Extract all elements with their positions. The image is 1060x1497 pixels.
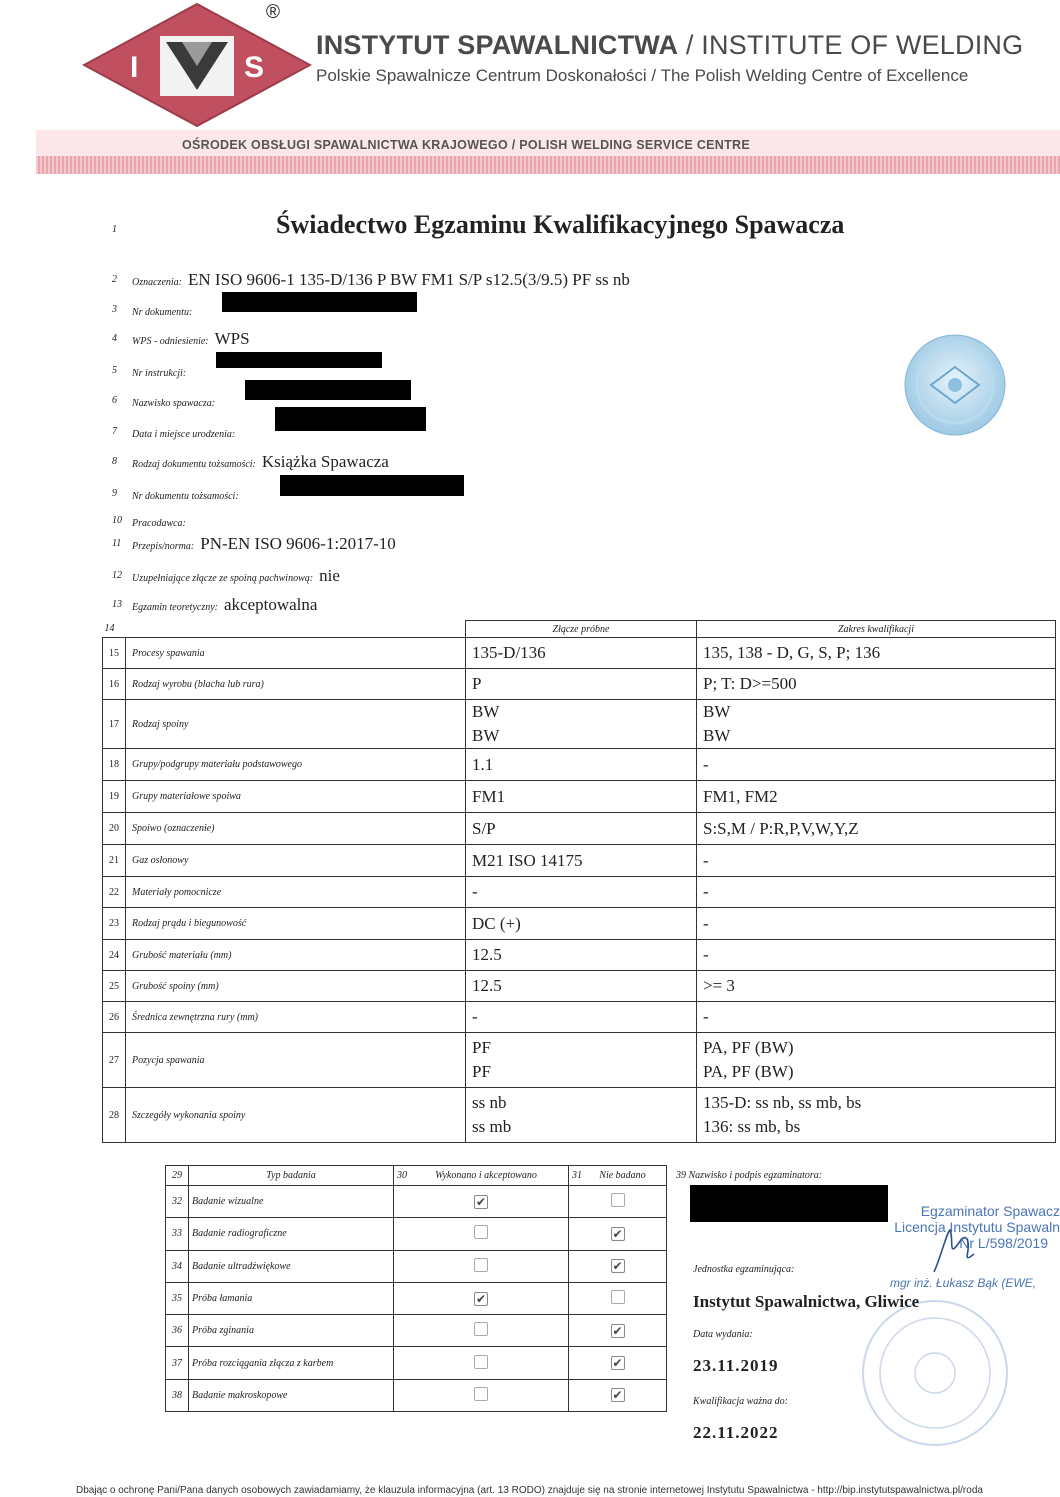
range-line: S:S,M / P:R,P,V,W,Y,Z — [703, 818, 859, 838]
not-tested-cell — [569, 1282, 667, 1314]
table-header-number: 14 — [103, 621, 126, 638]
table-row — [103, 971, 1056, 1002]
test-piece-line: FM1 — [472, 786, 506, 806]
test-piece-value — [466, 669, 697, 700]
table-row — [103, 813, 1056, 845]
field-row — [132, 566, 340, 586]
tests-header-not-label: Nie badano — [599, 1170, 646, 1181]
row-label: Spoiwo (oznaczenie) — [126, 813, 466, 845]
test-piece-line: 135-D/136 — [472, 643, 546, 662]
range-value — [697, 971, 1056, 1002]
test-piece-value — [466, 1033, 697, 1088]
footer-note: Dbając o ochronę Pani/Pana danych osobowych zawiadamiamy, że klauzula informacyjna (art. 13 RODO) znajduje się na stronie internetowej Instytutu Spawalnictwa - http://bip.instytutspawalnictwa.pl/roda — [76, 1485, 983, 1496]
range-line: BW — [703, 726, 731, 745]
row-number: 25 — [103, 971, 126, 1002]
tests-table-header — [166, 1166, 667, 1186]
done-cell — [394, 1218, 569, 1250]
range-line: - — [703, 1007, 709, 1026]
test-number: 35 — [166, 1282, 189, 1314]
done-checkbox[interactable] — [474, 1387, 488, 1401]
valid-until-label: Kwalifikacja ważna do: — [693, 1396, 788, 1407]
done-cell — [394, 1379, 569, 1411]
test-piece-value — [466, 749, 697, 781]
range-value — [697, 669, 1056, 700]
row-number: 28 — [103, 1088, 126, 1143]
table-row — [103, 908, 1056, 940]
range-value — [697, 845, 1056, 877]
test-piece-line: ss mb — [472, 1117, 512, 1136]
range-value — [697, 749, 1056, 781]
field-number: 5 — [112, 365, 117, 376]
issue-date-value: 23.11.2019 — [693, 1356, 779, 1375]
test-piece-line: - — [472, 882, 478, 901]
test-piece-value — [466, 700, 697, 749]
valid-until-value: 22.11.2022 — [693, 1423, 779, 1442]
test-piece-value — [466, 1002, 697, 1033]
test-piece-line: - — [472, 1007, 478, 1026]
institute-title — [316, 30, 1023, 61]
examiner-number: 39 — [676, 1170, 686, 1181]
row-label: Grupy materiałowe spoiwa — [126, 781, 466, 813]
field-label: Rodzaj dokumentu tożsamości: — [132, 459, 256, 470]
table-row — [103, 845, 1056, 877]
row-number: 18 — [103, 749, 126, 781]
row-number: 22 — [103, 877, 126, 908]
row-number: 26 — [103, 1002, 126, 1033]
test-piece-line: S/P — [472, 818, 496, 838]
range-value — [697, 940, 1056, 971]
range-value — [697, 877, 1056, 908]
field-row — [132, 361, 192, 381]
range-value — [697, 781, 1056, 813]
range-line: BW — [703, 702, 731, 721]
row-number: 17 — [103, 700, 126, 749]
table-header-blank — [126, 621, 466, 638]
tests-header-not-number: 31 — [572, 1170, 582, 1181]
test-piece-value — [466, 940, 697, 971]
test-piece-line: BW — [472, 702, 500, 721]
field-number: 2 — [112, 274, 117, 285]
field-label: WPS - odniesienie: — [132, 336, 209, 347]
tests-table-body — [166, 1166, 667, 1412]
field-number: 8 — [112, 456, 117, 467]
test-row — [166, 1186, 667, 1218]
test-piece-value — [466, 877, 697, 908]
not-tested-cell — [569, 1250, 667, 1282]
institute-subtitle: Polskie Spawalnicze Centrum Doskonałości / The Polish Welding Centre of Excellence — [316, 66, 969, 85]
field-label: Nr instrukcji: — [132, 368, 187, 379]
range-value — [697, 1002, 1056, 1033]
test-row — [166, 1347, 667, 1379]
field-row — [132, 422, 241, 442]
done-cell — [394, 1282, 569, 1314]
tests-table — [165, 1165, 667, 1412]
field-value: PN-EN ISO 9606-1:2017-10 — [200, 534, 396, 553]
done-checkbox[interactable] — [474, 1322, 488, 1336]
field-value: akceptowalna — [224, 595, 318, 614]
field-value: nie — [319, 566, 340, 585]
exam-unit-label: Jednostka egzaminująca: — [693, 1264, 795, 1275]
range-line: >= 3 — [703, 976, 735, 995]
test-label: Próba zginania — [189, 1315, 394, 1347]
row-number: 27 — [103, 1033, 126, 1088]
table-row — [103, 940, 1056, 971]
field-row — [132, 484, 245, 504]
field-number: 13 — [112, 599, 122, 610]
stamp-line-2: Licencja Instytutu Spawaln — [894, 1219, 1060, 1235]
field-row — [132, 595, 317, 615]
tests-header-number: 29 — [166, 1166, 189, 1186]
done-checkbox[interactable]: ✔ — [475, 1291, 487, 1306]
row-label: Rodzaj prądu i biegunowość — [126, 908, 466, 940]
test-row — [166, 1315, 667, 1347]
field-label: Nr dokumentu tożsamości: — [132, 491, 239, 502]
field-value: Książka Spawacza — [261, 452, 389, 471]
range-line: PA, PF (BW) — [703, 1038, 794, 1057]
qualification-table-header — [103, 621, 1056, 638]
range-value — [697, 908, 1056, 940]
stamp-line-4: mgr inż. Łukasz Bąk (EWE, — [890, 1276, 1037, 1290]
done-cell — [394, 1186, 569, 1218]
institute-title-bold: INSTYTUT SPAWALNICTWA — [316, 30, 679, 60]
field-number: 3 — [112, 304, 117, 315]
table-row — [103, 700, 1056, 749]
redaction-id-number — [280, 475, 464, 496]
not-tested-cell — [569, 1186, 667, 1218]
field-row — [132, 511, 192, 531]
examiner-label — [676, 1170, 822, 1181]
table-row — [103, 638, 1056, 669]
test-piece-line: DC (+) — [472, 913, 521, 933]
not-tested-cell — [569, 1218, 667, 1250]
not-tested-checkbox[interactable] — [611, 1193, 625, 1207]
tests-header-not — [569, 1166, 667, 1186]
test-row — [166, 1282, 667, 1314]
range-value — [697, 1088, 1056, 1143]
field-label: Uzupełniające złącze ze spoiną pachwinową: — [132, 573, 314, 584]
row-number: 23 — [103, 908, 126, 940]
registered-mark: ® — [266, 2, 280, 23]
field-row — [132, 534, 396, 554]
redaction-document-number — [222, 292, 417, 312]
signature-icon — [928, 1224, 980, 1280]
row-number: 19 — [103, 781, 126, 813]
range-value — [697, 700, 1056, 749]
field-label: Przepis/norma: — [132, 541, 195, 552]
tests-header-type: Typ badania — [189, 1166, 394, 1186]
qualification-table-body — [103, 621, 1056, 1143]
row-label: Szczegóły wykonania spoiny — [126, 1088, 466, 1143]
institute-title-rest: / INSTITUTE OF WELDING — [678, 30, 1024, 60]
row-number: 15 — [103, 638, 126, 669]
table-row — [103, 669, 1056, 700]
not-tested-checkbox[interactable]: ✔ — [612, 1226, 623, 1241]
table-row — [103, 877, 1056, 908]
row-label: Średnica zewnętrzna rury (mm) — [126, 1002, 466, 1033]
field-label: Data i miejsce urodzenia: — [132, 429, 236, 440]
done-cell — [394, 1250, 569, 1282]
field-number: 7 — [112, 426, 117, 437]
range-value — [697, 638, 1056, 669]
field-label: Nazwisko spawacza: — [132, 398, 216, 409]
field-number: 11 — [112, 538, 122, 549]
range-line: 135-D: ss nb, ss mb, bs — [703, 1093, 862, 1112]
test-number: 34 — [166, 1250, 189, 1282]
test-number: 38 — [166, 1379, 189, 1411]
field-number: 12 — [112, 570, 122, 581]
redaction-instruction-number — [216, 352, 382, 368]
field-row — [132, 329, 250, 349]
field-number: 9 — [112, 488, 117, 499]
table-row — [103, 781, 1056, 813]
row-label: Gaz osłonowy — [126, 845, 466, 877]
test-row — [166, 1379, 667, 1411]
done-checkbox[interactable] — [474, 1355, 488, 1369]
range-value — [697, 813, 1056, 845]
test-piece-line: BW — [472, 726, 500, 745]
test-label: Badanie radiograficzne — [189, 1218, 394, 1250]
not-tested-checkbox[interactable] — [611, 1290, 625, 1304]
hologram-seal-icon — [903, 333, 1008, 438]
issue-date-label: Data wydania: — [693, 1329, 753, 1340]
range-line: P; T: D>=500 — [703, 674, 797, 693]
redaction-welder-name — [245, 380, 411, 400]
line-number: 1 — [112, 224, 117, 235]
row-label: Pozycja spawania — [126, 1033, 466, 1088]
test-piece-value — [466, 781, 697, 813]
field-number: 10 — [112, 515, 122, 526]
tests-header-done — [394, 1166, 569, 1186]
not-tested-checkbox[interactable]: ✔ — [612, 1259, 623, 1274]
test-label: Badanie ultradźwiękowe — [189, 1250, 394, 1282]
not-tested-cell — [569, 1347, 667, 1379]
row-label: Grubość materiału (mm) — [126, 940, 466, 971]
row-label: Procesy spawania — [126, 638, 466, 669]
redaction-examiner-name — [690, 1185, 888, 1222]
logo-letter-i: I — [130, 51, 139, 84]
field-row — [132, 270, 630, 290]
range-line: 135, 138 - D, G, S, P; 136 — [703, 643, 881, 662]
not-tested-cell — [569, 1315, 667, 1347]
done-cell — [394, 1347, 569, 1379]
examiner-label-text: Nazwisko i podpis egzaminatora: — [688, 1170, 823, 1181]
row-label: Grupy/podgrupy materiału podstawowego — [126, 749, 466, 781]
test-piece-line: 1.1 — [472, 754, 494, 774]
table-row — [103, 1033, 1056, 1088]
test-number: 37 — [166, 1347, 189, 1379]
test-piece-value — [466, 638, 697, 669]
test-piece-value — [466, 1088, 697, 1143]
not-tested-checkbox[interactable]: ✔ — [612, 1388, 623, 1403]
range-line: FM1, FM2 — [703, 786, 778, 806]
range-line: - — [703, 913, 709, 933]
test-piece-line: ss nb — [472, 1093, 507, 1112]
test-piece-line: 12.5 — [472, 976, 502, 995]
row-number: 24 — [103, 940, 126, 971]
field-label: Oznaczenia: — [132, 277, 182, 288]
done-checkbox[interactable]: ✔ — [475, 1194, 487, 1209]
range-line: 136: ss mb, bs — [703, 1117, 801, 1136]
exam-unit-value: Instytut Spawalnictwa, Gliwice — [693, 1292, 920, 1311]
redaction-birth-data — [275, 407, 426, 431]
test-label: Badanie wizualne — [189, 1186, 394, 1218]
range-line: - — [703, 754, 709, 774]
range-line: - — [703, 850, 709, 870]
test-row — [166, 1250, 667, 1282]
range-line: - — [703, 945, 709, 964]
test-number: 33 — [166, 1218, 189, 1250]
test-piece-value — [466, 908, 697, 940]
row-number: 16 — [103, 669, 126, 700]
row-label: Rodzaj wyrobu (blacha lub rura) — [126, 669, 466, 700]
document-title: Świadectwo Egzaminu Kwalifikacyjnego Spawacza — [276, 210, 845, 239]
row-number: 20 — [103, 813, 126, 845]
field-row — [132, 391, 221, 411]
stamp-line-3: Nr L/598/2019 — [959, 1235, 1048, 1251]
range-line: - — [703, 882, 709, 901]
round-stamp-icon — [860, 1298, 1010, 1448]
field-label: Pracodawca: — [132, 518, 186, 529]
logo-letter-s: S — [244, 51, 265, 84]
done-cell — [394, 1315, 569, 1347]
test-piece-value — [466, 845, 697, 877]
done-checkbox[interactable] — [474, 1225, 488, 1239]
field-label: Nr dokumentu: — [132, 307, 193, 318]
test-label: Próba łamania — [189, 1282, 394, 1314]
qualification-table — [102, 620, 1056, 1143]
test-piece-line: PF — [472, 1038, 491, 1057]
stamp-line-1: Egzaminator Spawacz — [920, 1203, 1060, 1219]
field-number: 6 — [112, 395, 117, 406]
tests-header-done-label: Wykonano i akceptowano — [435, 1170, 537, 1181]
table-header-test-piece: Złącze próbne — [466, 621, 697, 638]
not-tested-cell — [569, 1379, 667, 1411]
test-piece-value — [466, 971, 697, 1002]
test-piece-value — [466, 813, 697, 845]
field-value: EN ISO 9606-1 135-D/136 P BW FM1 S/P s12.5(3/9.5) PF ss nb — [188, 270, 630, 289]
test-piece-line: 12.5 — [472, 945, 502, 964]
field-row — [132, 452, 389, 472]
row-label: Materiały pomocnicze — [126, 877, 466, 908]
test-piece-line: PF — [472, 1062, 491, 1081]
service-centre-title: OŚRODEK OBSŁUGI SPAWALNICTWA KRAJOWEGO / POLISH WELDING SERVICE CENTRE — [181, 138, 751, 152]
field-value: WPS — [214, 329, 250, 348]
row-number: 21 — [103, 845, 126, 877]
row-label: Rodzaj spoiny — [126, 700, 466, 749]
test-number: 32 — [166, 1186, 189, 1218]
range-value — [697, 1033, 1056, 1088]
range-line: PA, PF (BW) — [703, 1062, 794, 1081]
not-tested-checkbox[interactable]: ✔ — [612, 1356, 623, 1371]
test-label: Badanie makroskopowe — [189, 1379, 394, 1411]
test-piece-line: M21 ISO 14175 — [472, 850, 583, 870]
not-tested-checkbox[interactable]: ✔ — [612, 1323, 623, 1338]
field-label: Egzamin teoretyczny: — [132, 602, 218, 613]
table-row — [103, 1088, 1056, 1143]
table-row — [103, 749, 1056, 781]
table-header-range: Zakres kwalifikacji — [697, 621, 1056, 638]
done-checkbox[interactable] — [474, 1258, 488, 1272]
test-piece-line: P — [472, 674, 482, 693]
field-row — [132, 300, 198, 320]
test-row — [166, 1218, 667, 1250]
tests-header-done-number: 30 — [397, 1170, 407, 1181]
table-row — [103, 1002, 1056, 1033]
row-label: Grubość spoiny (mm) — [126, 971, 466, 1002]
test-number: 36 — [166, 1315, 189, 1347]
field-number: 4 — [112, 333, 117, 344]
test-label: Próba rozciągania złącza z karbem — [189, 1347, 394, 1379]
